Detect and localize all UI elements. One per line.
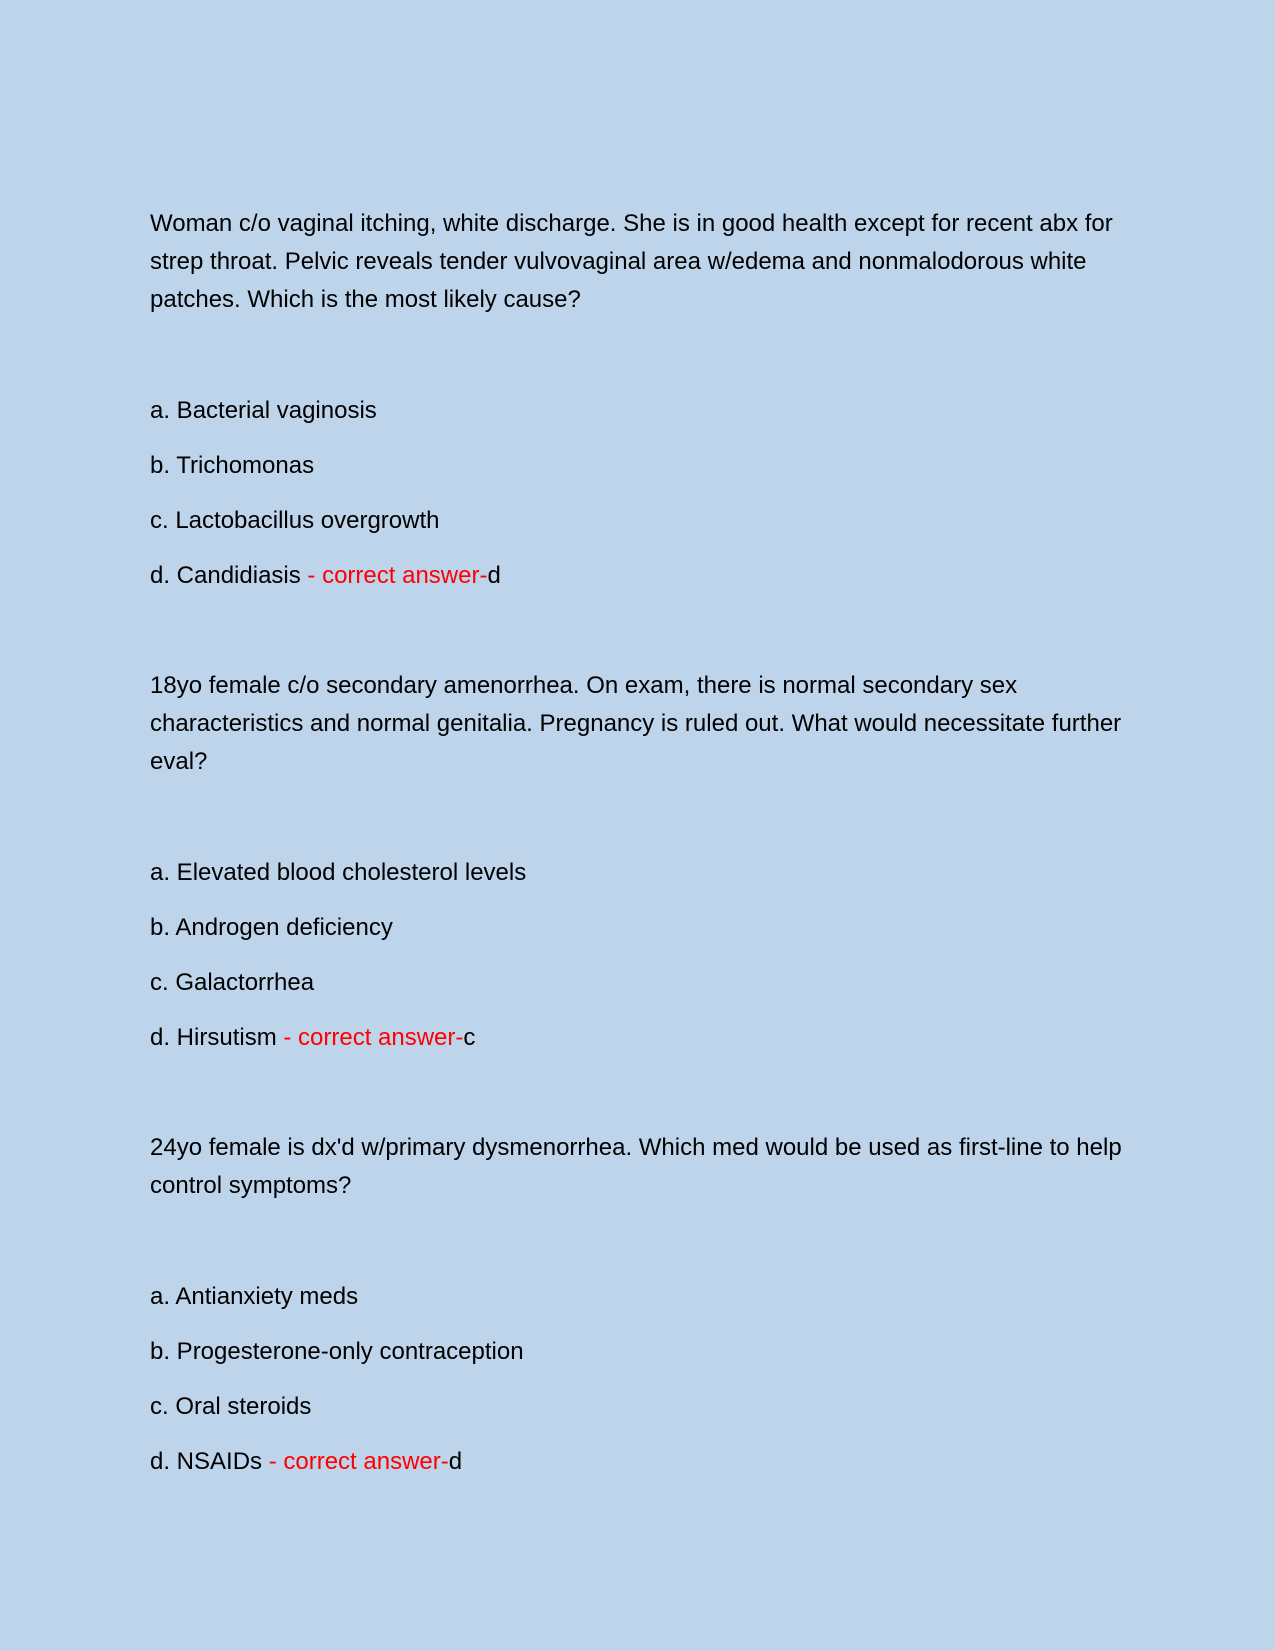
option: c. Oral steroids: [150, 1393, 312, 1420]
correct-answer-marker: - correct answer-: [262, 1448, 449, 1475]
option: c. Lactobacillus overgrowth: [150, 507, 440, 534]
question-stem: 18yo female c/o secondary amenorrhea. On exam, there is normal secondary sex characteristics and normal genitalia. Pregnancy is ruled out. What would necessitate further eval?: [150, 672, 1122, 775]
option: a. Bacterial vaginosis: [150, 397, 377, 424]
option: a. Elevated blood cholesterol levels: [150, 859, 527, 886]
correct-answer: d: [448, 1448, 463, 1475]
option: d. Candidiasis: [150, 562, 301, 589]
option: a. Antianxiety meds: [150, 1283, 359, 1310]
option: c. Galactorrhea: [150, 969, 315, 996]
option: b. Androgen deficiency: [150, 914, 393, 941]
answer-line: [150, 1447, 462, 1477]
option: d. NSAIDs: [150, 1448, 263, 1475]
option: b. Progesterone-only contraception: [150, 1338, 524, 1365]
correct-answer-marker: - correct answer-: [276, 1024, 464, 1051]
option: b. Trichomonas: [150, 452, 315, 479]
correct-answer: c: [463, 1024, 476, 1051]
question-stem: 24yo female is dx'd w/primary dysmenorrhea. Which med would be used as first-line to help control symptoms?: [150, 1134, 1122, 1199]
answer-line: [150, 1023, 475, 1053]
option: d. Hirsutism: [150, 1024, 277, 1051]
correct-answer-marker: - correct answer-: [300, 562, 488, 589]
correct-answer: d: [487, 562, 501, 589]
answer-line: [150, 561, 501, 591]
question-stem: Woman c/o vaginal itching, white discharge. She is in good health except for recent abx for strep throat. Pelvic reveals tender vulvovaginal area w/edema and nonmalodorous white patches. Which is the most likely cause?: [150, 210, 1113, 313]
